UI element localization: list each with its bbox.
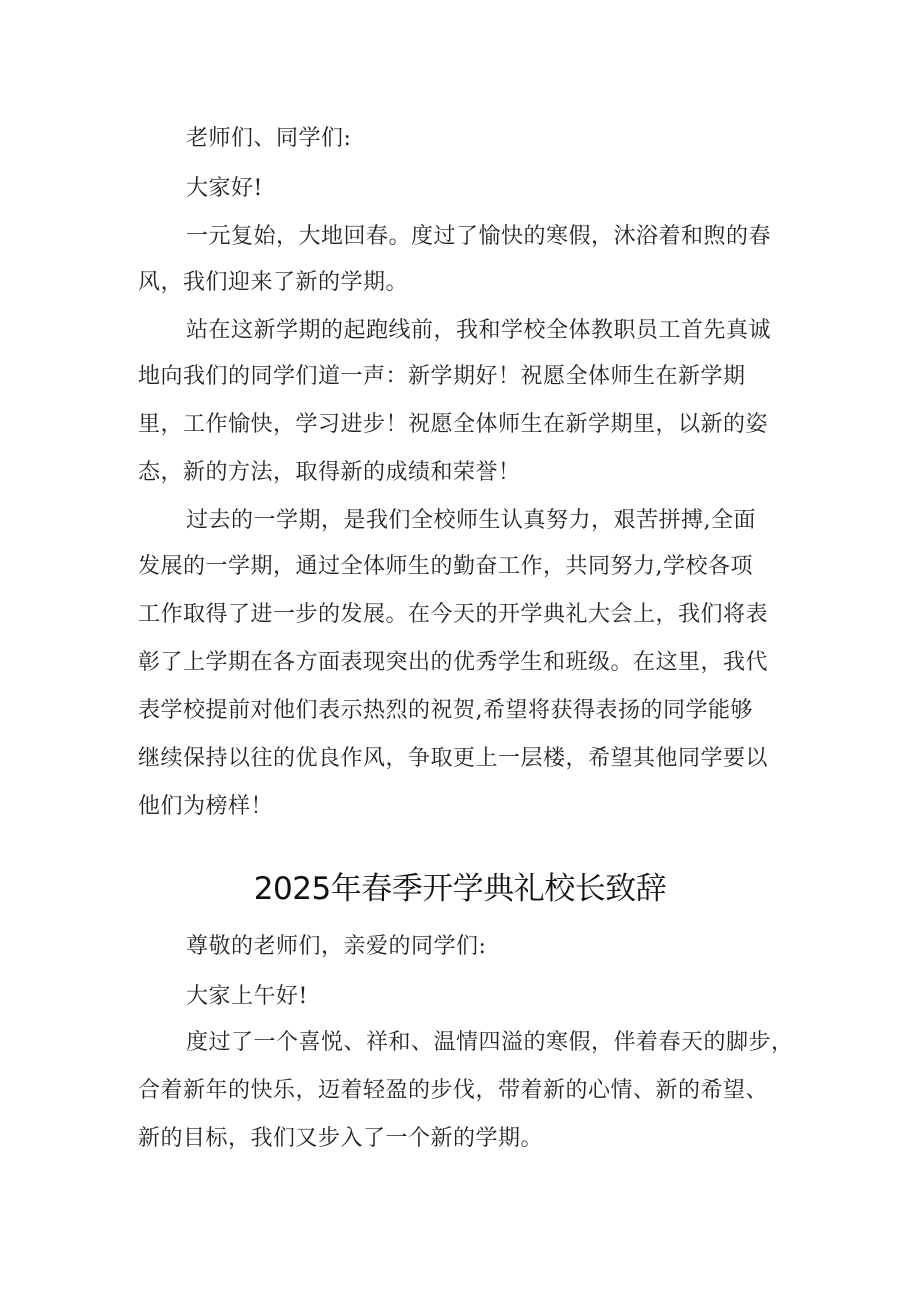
paragraph-line: 工作取得了进一步的发展。在今天的开学典礼大会上，我们将表: [138, 602, 769, 627]
paragraph-line: 表学校提前对他们表示热烈的祝贺,希望将获得表扬的同学能够: [138, 698, 753, 723]
greeting: 大家好!: [186, 176, 263, 201]
paragraph-line: 站在这新学期的起跑线前，我和学校全体教职员工首先真诚: [186, 318, 772, 343]
paragraph-line: 风，我们迎来了新的学期。: [138, 270, 409, 295]
paragraph-line: 地向我们的同学们道一声：新学期好！祝愿全体师生在新学期: [138, 364, 746, 389]
salutation: 尊敬的老师们，亲爱的同学们:: [186, 934, 487, 959]
paragraph-line: 度过了一个喜悦、祥和、温情四溢的寒假，伴着春天的脚步，: [186, 1030, 794, 1055]
paragraph-line: 新的目标，我们又步入了一个新的学期。: [138, 1126, 544, 1151]
paragraph-line: 态，新的方法，取得新的成绩和荣誉！: [138, 460, 521, 485]
paragraph-line: 发展的一学期，通过全体师生的勤奋工作，共同努力,学校各项: [138, 554, 753, 579]
paragraph-line: 里，工作愉快，学习进步！祝愿全体师生在新学期里，以新的姿: [138, 412, 769, 437]
paragraph-line: 彰了上学期在各方面表现突出的优秀学生和班级。在这里，我代: [138, 650, 769, 675]
greeting: 大家上午好!: [186, 984, 308, 1009]
paragraph-line: 过去的一学期，是我们全校师生认真努力，艰苦拼搏,全面: [186, 508, 756, 533]
paragraph-line: 他们为榜样！: [138, 794, 274, 819]
salutation: 老师们、同学们:: [186, 126, 352, 151]
paragraph-line: 合着新年的快乐，迈着轻盈的步伐，带着新的心情、新的希望、: [138, 1078, 769, 1103]
paragraph-line: 继续保持以往的优良作风，争取更上一层楼，希望其他同学要以: [138, 746, 769, 771]
paragraph-line: 一元复始，大地回春。度过了愉快的寒假，沐浴着和煦的春: [186, 224, 772, 249]
document-title: 2025年春季开学典礼校长致辞: [253, 871, 667, 907]
